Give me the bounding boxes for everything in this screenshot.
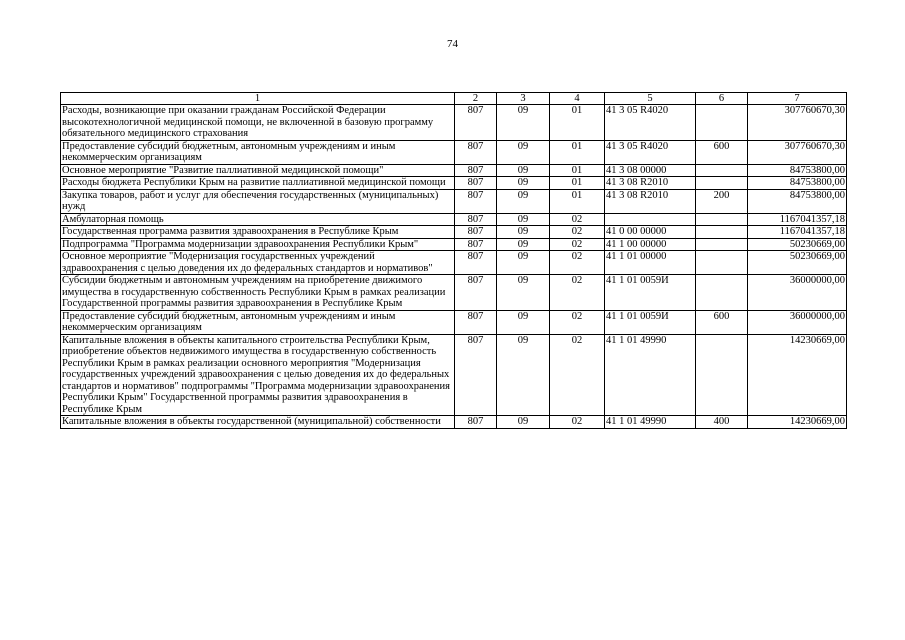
section-code: 09 (497, 164, 550, 177)
expense-type-code (696, 334, 748, 416)
row-description: Основное мероприятие "Модернизация государственных учреждений здравоохранения с целью доведения их до федеральных стандартов и нормативов" (61, 251, 455, 275)
target-article-code: 41 1 01 49990 (605, 334, 696, 416)
amount: 307760670,30 (748, 105, 847, 141)
target-article-code: 41 1 01 0059И (605, 310, 696, 334)
expense-type-code (696, 164, 748, 177)
section-code: 09 (497, 251, 550, 275)
table-row (61, 416, 847, 429)
ministry-code: 807 (455, 310, 497, 334)
amount: 50230669,00 (748, 238, 847, 251)
table-row (61, 164, 847, 177)
table-row (61, 334, 847, 416)
target-article-code: 41 3 08 R2010 (605, 189, 696, 213)
subsection-code: 02 (550, 416, 605, 429)
target-article-code: 41 3 08 R2010 (605, 177, 696, 190)
amount: 50230669,00 (748, 251, 847, 275)
amount: 14230669,00 (748, 416, 847, 429)
section-code: 09 (497, 334, 550, 416)
amount: 14230669,00 (748, 334, 847, 416)
row-description: Субсидии бюджетным и автономным учреждениям на приобретение движимого имущества в государственную собственность Республики Крым в рамках реализации Государственной программы развития здравоохранения в Республике Крым (61, 275, 455, 311)
column-header-6: 6 (696, 93, 748, 105)
section-code: 09 (497, 310, 550, 334)
table-row (61, 251, 847, 275)
section-code: 09 (497, 140, 550, 164)
row-description: Закупка товаров, работ и услуг для обеспечения государственных (муниципальных) нужд (61, 189, 455, 213)
expense-type-code (696, 105, 748, 141)
table-row (61, 238, 847, 251)
ministry-code: 807 (455, 189, 497, 213)
expense-type-code: 600 (696, 140, 748, 164)
column-header-1: 1 (61, 93, 455, 105)
amount: 307760670,30 (748, 140, 847, 164)
target-article-code: 41 1 01 00000 (605, 251, 696, 275)
subsection-code: 01 (550, 189, 605, 213)
subsection-code: 02 (550, 251, 605, 275)
section-code: 09 (497, 238, 550, 251)
section-code: 09 (497, 189, 550, 213)
ministry-code: 807 (455, 251, 497, 275)
row-description: Капитальные вложения в объекты государственной (муниципальной) собственности (61, 416, 455, 429)
ministry-code: 807 (455, 275, 497, 311)
page-number: 74 (447, 38, 458, 50)
subsection-code: 01 (550, 164, 605, 177)
amount: 84753800,00 (748, 189, 847, 213)
ministry-code: 807 (455, 140, 497, 164)
subsection-code: 02 (550, 238, 605, 251)
section-code: 09 (497, 416, 550, 429)
table-row (61, 189, 847, 213)
expense-type-code: 600 (696, 310, 748, 334)
subsection-code: 01 (550, 177, 605, 190)
ministry-code: 807 (455, 334, 497, 416)
column-header-5: 5 (605, 93, 696, 105)
target-article-code: 41 3 05 R4020 (605, 140, 696, 164)
expense-type-code (696, 213, 748, 226)
header-row (61, 93, 847, 105)
budget-table (60, 92, 847, 429)
table-row (61, 226, 847, 239)
subsection-code: 02 (550, 334, 605, 416)
amount: 1167041357,18 (748, 213, 847, 226)
table-row (61, 310, 847, 334)
section-code: 09 (497, 226, 550, 239)
section-code: 09 (497, 275, 550, 311)
row-description: Основное мероприятие "Развитие паллиативной медицинской помощи" (61, 164, 455, 177)
column-header-3: 3 (497, 93, 550, 105)
amount: 36000000,00 (748, 275, 847, 311)
ministry-code: 807 (455, 105, 497, 141)
table-row (61, 275, 847, 311)
target-article-code: 41 1 01 49990 (605, 416, 696, 429)
amount: 36000000,00 (748, 310, 847, 334)
expense-type-code: 200 (696, 189, 748, 213)
target-article-code: 41 1 00 00000 (605, 238, 696, 251)
subsection-code: 02 (550, 275, 605, 311)
section-code: 09 (497, 105, 550, 141)
target-article-code: 41 3 08 00000 (605, 164, 696, 177)
subsection-code: 02 (550, 226, 605, 239)
expense-type-code (696, 226, 748, 239)
row-description: Расходы, возникающие при оказании гражданам Российской Федерации высокотехнологичной медицинской помощи, не включенной в базовую программу обязательного медицинского страхования (61, 105, 455, 141)
expense-type-code: 400 (696, 416, 748, 429)
row-description: Подпрограмма "Программа модернизации здравоохранения Республики Крым" (61, 238, 455, 251)
ministry-code: 807 (455, 213, 497, 226)
subsection-code: 02 (550, 213, 605, 226)
target-article-code: 41 1 01 0059И (605, 275, 696, 311)
row-description: Амбулаторная помощь (61, 213, 455, 226)
table-row (61, 177, 847, 190)
row-description: Капитальные вложения в объекты капитального строительства Республики Крым, приобретение объектов недвижимого имущества в государственную собственность Республики Крым в рамках реализации основного мероприятия "Модернизация государственных учреждений здравоохранения с целью доведения их до федеральных стандартов и нормативов" подпрограммы "Программа модернизации здравоохранения Республики Крым" Государственной программы развития здравоохранения в Республике Крым (61, 334, 455, 416)
section-code: 09 (497, 213, 550, 226)
expense-type-code (696, 238, 748, 251)
ministry-code: 807 (455, 416, 497, 429)
table-row (61, 213, 847, 226)
expense-type-code (696, 275, 748, 311)
target-article-code: 41 3 05 R4020 (605, 105, 696, 141)
ministry-code: 807 (455, 164, 497, 177)
target-article-code (605, 213, 696, 226)
target-article-code: 41 0 00 00000 (605, 226, 696, 239)
table-row (61, 105, 847, 141)
row-description: Государственная программа развития здравоохранения в Республике Крым (61, 226, 455, 239)
column-header-7: 7 (748, 93, 847, 105)
row-description: Расходы бюджета Республики Крым на развитие паллиативной медицинской помощи (61, 177, 455, 190)
section-code: 09 (497, 177, 550, 190)
expense-type-code (696, 251, 748, 275)
ministry-code: 807 (455, 226, 497, 239)
column-header-2: 2 (455, 93, 497, 105)
subsection-code: 02 (550, 310, 605, 334)
column-header-4: 4 (550, 93, 605, 105)
ministry-code: 807 (455, 177, 497, 190)
table-row (61, 140, 847, 164)
subsection-code: 01 (550, 105, 605, 141)
ministry-code: 807 (455, 238, 497, 251)
expense-type-code (696, 177, 748, 190)
row-description: Предоставление субсидий бюджетным, автономным учреждениям и иным некоммерческим организациям (61, 310, 455, 334)
amount: 84753800,00 (748, 164, 847, 177)
amount: 1167041357,18 (748, 226, 847, 239)
amount: 84753800,00 (748, 177, 847, 190)
subsection-code: 01 (550, 140, 605, 164)
row-description: Предоставление субсидий бюджетным, автономным учреждениям и иным некоммерческим организациям (61, 140, 455, 164)
